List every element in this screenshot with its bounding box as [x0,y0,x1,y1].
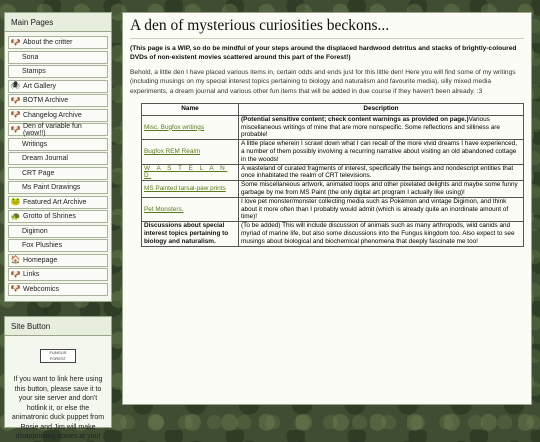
table-row [142,140,524,164]
row-link[interactable]: W A S T E L A N D [144,164,228,180]
row-description: (To be added) This will include discussion of animals such as many arthropods, wild canids and myriad of marine life, but also some discussions into the Fungus kingdom too. Also expect to see musings about biological and biochemical phenomena that deeply fascinate me too! [241,222,515,245]
main-pages-box [4,12,112,302]
dog-face-icon: 🐶 [10,37,21,47]
sidebar-item-stamps[interactable] [8,65,108,78]
sidebar-item-about-the-critter[interactable] [8,36,108,49]
dog-face-icon: 🐶 [10,124,21,134]
sidebar-item-homepage[interactable] [8,254,108,267]
main-pages-title: Main Pages [5,13,111,32]
table-row [142,181,524,198]
turtle-icon: 🐢 [10,211,21,221]
page-title: A den of mysterious curiosities beckons... [130,17,524,39]
sidebar-item-label: About the critter [23,39,73,46]
row-name-cell [142,181,239,198]
dog-face-icon: 🐶 [10,269,21,279]
table-row [142,222,524,246]
intro-text: Behold, a little den I have placed various items in, certain odds and ends just for this little den! Here you will find some of my writings (including musings on my special interest topics pertaining to biology and naturalism and favourite media), silly mixed media experiments, a dream journal and various other fun items that will be added in due course if they haven't been already. :3 [130,69,516,95]
row-name-cell [142,222,239,246]
sidebar-item-botm-archive[interactable] [8,94,108,107]
sidebar-item-label: Stamps [22,68,46,75]
row-description-cell [239,140,524,164]
row-description: Various miscellaneous writings of mine that are more nonspecific. Some reflections and silliness are probable! [241,115,500,139]
sidebar-item-webcomics[interactable] [8,283,108,296]
sidebar-item-art-gallery[interactable] [8,80,108,93]
table-row [142,115,524,139]
row-description-cell [239,222,524,246]
row-link[interactable]: Misc. Bugfox writings [144,123,205,131]
row-name: Discussions about special interest topics pertaining to biology and naturalism. [144,222,229,245]
sidebar-nav [5,32,111,301]
row-description-cell [239,115,524,139]
sidebar-item-label: Dream Journal [22,155,68,162]
table-row [142,164,524,181]
sidebar-item-label: Changelog Archive [23,111,82,119]
sidebar-item-label: Den of variable fun (wow!!) [23,122,82,137]
row-description: I love pet monster/monster collecting media such as Pokémon and vintage Digimon, and think about it more often than I probably would admit (which is already quite an inordinate amount of time)! [241,197,509,221]
sidebar-item-label: Ms Paint Drawings [22,184,81,191]
sidebar-item-featured-art-archive[interactable] [8,196,108,209]
sidebar-item-label: Writings [22,140,48,148]
site-button-title: Site Button [5,317,111,336]
table-row [142,197,524,221]
sidebar [4,12,112,440]
sidebar-item-label: Homepage [23,256,58,264]
wip-notice: (This page is a WIP, so do be mindful of your steps around the displaced hardwood detritus and stacks of brightly-coloured DVDs of non-existent movies scattered around this part of the Forest!) [130,45,517,61]
sidebar-item-changelog-archive[interactable] [8,109,108,122]
row-description-cell [239,164,524,181]
sidebar-item-writings[interactable] [8,138,108,151]
row-description-cell [239,197,524,221]
dog-face-icon: 🐶 [10,110,21,119]
table-header-row [142,103,524,115]
row-name-cell [142,197,239,221]
site-button-image[interactable]: FUNGUS FOREST [40,349,76,363]
house-icon: 🏠 [10,255,21,264]
sidebar-item-crt-page[interactable] [8,167,108,180]
spider-icon: 🕷 [10,81,21,90]
main-content [122,12,532,405]
sidebar-item-ms-paint-drawings[interactable] [8,181,108,194]
row-description: A little place wherein I scrawl down what I can recall of the more vivid dreams I have experienced, a number of them possibly involving a recurring narrative about visiting an old abandoned cottage in the woods! [241,140,517,163]
row-description: A wasteland of curated fragments of interest, specifically the beings and nondescript entities that once inhabitated the realm of CRT televisions. [241,164,514,180]
sidebar-item-fox-plushies[interactable] [8,239,108,252]
header-description: Description [239,103,524,115]
sidebar-item-label: Art Gallery [23,82,57,90]
sidebar-item-label: Webcomics [23,285,60,293]
row-description-cell [239,181,524,198]
row-link[interactable]: Bugfox REM Realm [144,148,201,156]
sidebar-item-den-of-variable-fun-wow[interactable] [8,123,108,136]
sidebar-item-label: CRT Page [22,169,55,177]
content-warning: (Potential sensitive content; check content warnings as provided on page.) [241,115,469,123]
sidebar-item-label: BOTM Archive [23,97,69,104]
sidebar-item-links[interactable] [8,268,108,281]
row-name-cell [142,115,239,139]
dog-face-icon: 🐶 [10,95,21,105]
frog-icon: 🐸 [10,197,21,206]
header-name: Name [142,103,239,115]
sidebar-item-digimon[interactable] [8,225,108,238]
site-button-text: If you want to link here using this button, please save it to your site server and don't hotlink it, or else the animatronic duck puppet from Rosie and Jim will make disapproving noises at you! [11,376,105,440]
den-table [141,103,524,247]
dog-face-icon: 🐶 [10,284,21,293]
sidebar-item-label: Fox Plushies [22,242,63,249]
sidebar-item-label: Grotto of Shrines [23,213,76,220]
row-name-cell [142,164,239,181]
site-button-box [4,316,112,440]
row-name-cell [142,140,239,164]
sidebar-item-label: Digimon [22,227,48,235]
sidebar-item-label: Featured Art Archive [23,198,87,206]
row-link[interactable]: Pet Monsters. [144,205,184,213]
sidebar-item-label: Links [23,271,40,278]
sidebar-item-dream-journal[interactable] [8,152,108,165]
sidebar-item-sona[interactable] [8,51,108,64]
row-description: Some miscellaneous artwork, animated loops and other pixelated delights and maybe some funny garbage by me from MS Paint (the only digital art program I actually like using)! [241,181,518,197]
sidebar-item-label: Sona [22,53,39,61]
row-link[interactable]: MS Painted tarsal-paw prints [144,185,226,193]
sidebar-item-grotto-of-shrines[interactable] [8,210,108,223]
